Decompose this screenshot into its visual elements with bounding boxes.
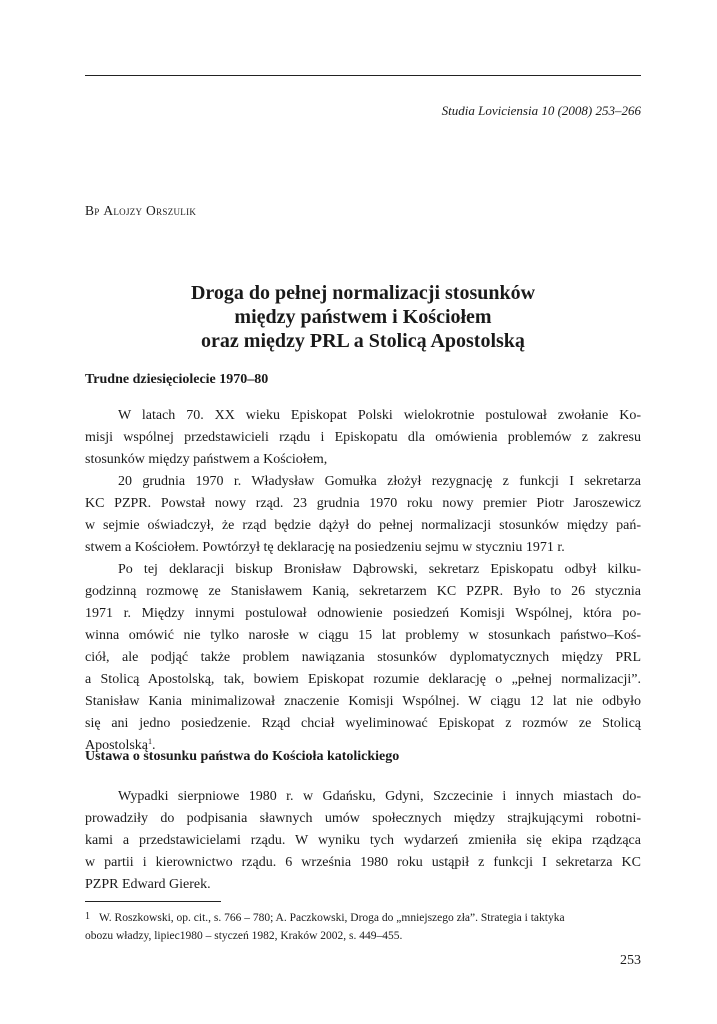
text-line: prowadziły do podpisania sławnych umów społecznych między strajkującymi robotni- <box>85 811 641 826</box>
section-heading: Ustawa o stosunku państwa do Kościoła katolickiego <box>85 749 400 764</box>
header-rule <box>85 75 641 76</box>
footnote-rule <box>85 901 221 902</box>
text-line: kami a przedstawicielami rządu. W wyniku tych wydarzeń zmieniła się ekipa rządząca <box>85 833 641 848</box>
text-line: Wypadki sierpniowe 1980 r. w Gdańsku, Gdyni, Szczecinie i innych miastach do- <box>118 789 641 804</box>
text-line: Stanisław Kania minimalizował znaczenie Komisji Wspólnej. W ciągu 12 lat nie odbyło <box>85 694 641 709</box>
text-line: Apostolską$^1$. <box>85 737 156 753</box>
journal-reference: Studia Loviciensia 10 (2008) 253–266 <box>441 103 641 118</box>
text-line: godzinną rozmowę ze Stanisławem Kanią, sekretarzem KC PZPR. Było to 26 stycznia <box>85 584 641 599</box>
footnote-text: W. Roszkowski, op. cit., s. 766 – 780; A. Paczkowski, Droga do „mniejszego zła”. Strategia i taktyka <box>99 912 565 924</box>
footnote-number: 1 <box>85 911 90 922</box>
text-fragment: Apostolską <box>85 738 148 753</box>
page-number: 253 <box>620 953 641 968</box>
title-line: Droga do pełnej normalizacji stosunków <box>190 282 536 304</box>
section-body <box>85 786 641 896</box>
title-line: między państwem i Kościołem <box>234 306 492 328</box>
text-line: 20 grudnia 1970 r. Władysław Gomułka złożył rezygnację z funkcji I sekretarza <box>118 474 641 489</box>
text-line: PZPR Edward Gierek. <box>85 877 211 892</box>
text-line: Po tej deklaracji biskup Bronisław Dąbrowski, sekretarz Episkopatu odbył kilku- <box>118 562 641 577</box>
text-line: w sejmie oświadczył, że rząd będzie dążył do pełnej normalizacji stosunków między pań- <box>85 518 641 533</box>
text-line: stwem a Kościołem. Powtórzył tę deklarację na posiedzeniu sejmu w styczniu 1971 r. <box>85 540 565 555</box>
author-name: Alojzy Orszulik <box>103 203 197 218</box>
text-line: KC PZPR. Powstał nowy rząd. 23 grudnia 1970 roku nowy premier Piotr Jaroszewicz <box>85 496 641 511</box>
author-line <box>85 203 196 219</box>
footnote-line: obozu władzy, lipiec1980 – styczeń 1982, Kraków 2002, s. 449–455. <box>85 930 403 942</box>
text-line: misji wspólnej przedstawicieli rządu i Episkopatu dla omówienia problemów z zakresu <box>85 430 641 445</box>
text-line: ciół, ale podjąć także problem nawiązania stosunków dyplomatycznych między PRL <box>85 650 641 665</box>
title-line: oraz między PRL a Stolicą Apostolską <box>201 330 525 352</box>
author-prefix: Bp <box>85 203 100 218</box>
text-line: W latach 70. XX wieku Episkopat Polski wielokrotnie postulował zwołanie Ko- <box>118 408 641 423</box>
text-line: w partii i kierownictwo rządu. 6 września 1980 roku ustąpił z funkcji I sekretarza KC <box>85 855 641 870</box>
footnote-reference[interactable]: 1 <box>148 737 152 746</box>
text-line: winna omówić nie tylko narosłe w ciągu 15 lat problemy w stosunkach państwo–Koś- <box>85 628 641 643</box>
text-line: stosunków między państwem a Kościołem, <box>85 452 328 467</box>
section-heading: Trudne dziesięciolecie 1970–80 <box>85 372 269 387</box>
section-body <box>85 405 641 757</box>
text-line: się ani jedno posiedzenie. Rząd chciał wyeliminować Episkopat z rozmów ze Stolicą <box>85 716 641 731</box>
article-title <box>85 281 641 353</box>
text-line: 1971 r. Między innymi postulował odnowienie posiedzeń Komisji Wspólnej, która po- <box>85 606 641 621</box>
text-line: a Stolicą Apostolską, tak, bowiem Episkopat rozumie deklarację o „pełnej normalizacji”. <box>85 672 641 687</box>
footnote <box>85 908 641 945</box>
footnote-line <box>85 908 641 927</box>
